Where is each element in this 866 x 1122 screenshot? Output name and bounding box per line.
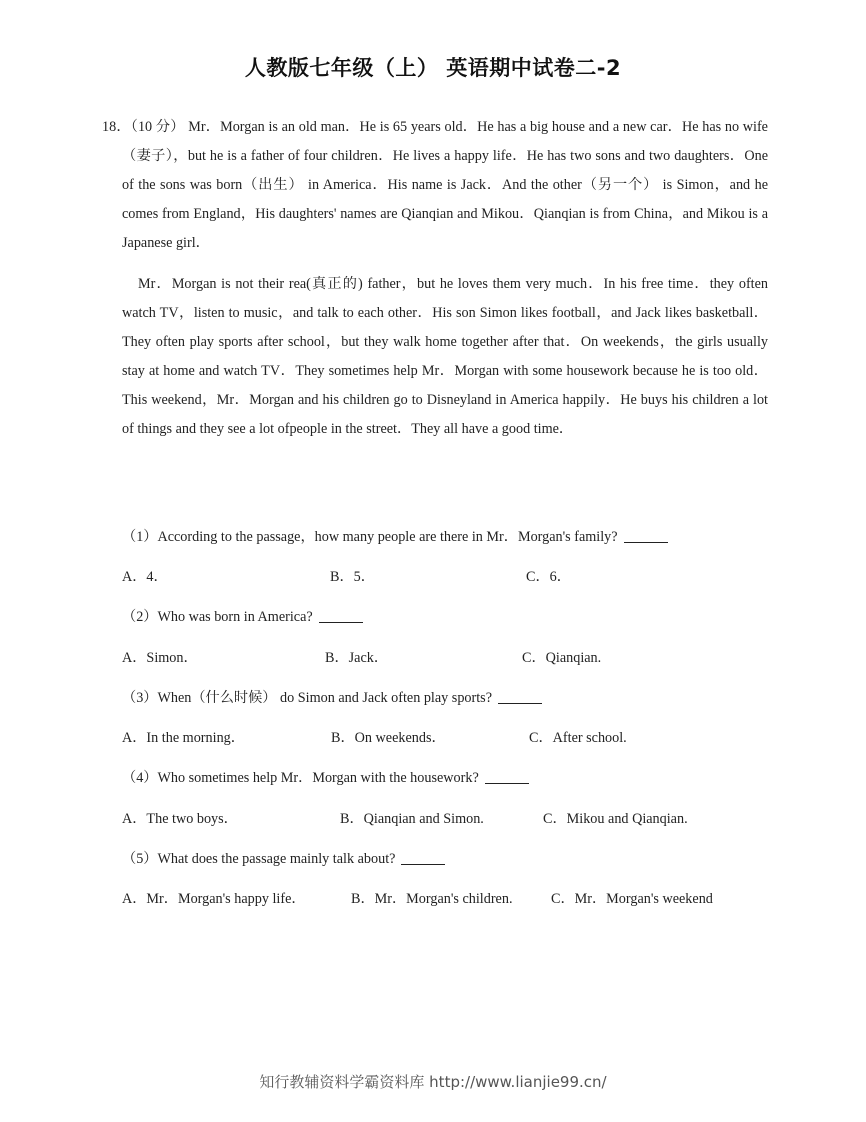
answer-blank-3[interactable] (498, 703, 542, 704)
question-4-stem: （4）Who sometimes help Mr．Morgan with the housework? (122, 770, 479, 786)
question-3 (122, 687, 542, 707)
question-5-stem: （5）What does the passage mainly talk about? (122, 851, 396, 867)
question-2-options (122, 647, 822, 667)
question-1 (122, 526, 668, 546)
option-a[interactable]: A．Simon． (122, 650, 198, 666)
question-number: 18．（10 分） (102, 119, 189, 135)
question-1-options (122, 566, 822, 586)
answer-blank-1[interactable] (624, 542, 668, 543)
option-c[interactable]: C．Qianqian. (522, 650, 602, 666)
passage-paragraph-2: Mr．Morgan is not their rea(真正的) father，but he loves them very much．In his free time．they often watch TV，listen to music，and talk to each other．His son Simon likes football，and Jack likes basketball．They often play sports after school，but they walk home together after that．On weekends，the girls usually stay at home and watch TV．They sometimes help Mr．Morgan with some housework because he is too old．This weekend，Mr．Morgan and his children go to Disneyland in America happily．He buys his children a lot of things and they see a lot ofpeople in the street．They all have a good time． (122, 276, 768, 437)
option-c[interactable]: C．Mikou and Qianqian. (543, 811, 688, 827)
answer-blank-4[interactable] (485, 783, 529, 784)
footer-watermark: 知行教辅资料学霸资料库 http://www.lianjie99.cn/ (259, 1073, 607, 1091)
reading-passage (102, 113, 768, 444)
option-c[interactable]: C．After school. (529, 730, 627, 746)
option-b[interactable]: B．5． (330, 569, 375, 585)
option-a[interactable]: A．Mr．Morgan's happy life． (122, 891, 306, 907)
paragraph-1-text: Mr．Morgan is an old man．He is 65 years old．He has a big house and a new car．He has no wife（妻子），but he is a father of four children．He lives a happy life．He has two sons and two daughters．One of the sons was born（出生） in America．His name is Jack．And the other（另一个） is Simon，and he comes from England，His daughters' names are Qianqian and Mikou．Qianqian is from China，and Mikou is a Japanese girl． (122, 119, 768, 251)
question-2-stem: （2）Who was born in America? (122, 609, 313, 625)
question-5 (122, 848, 445, 868)
option-c[interactable]: C．Mr．Morgan's weekend (551, 891, 713, 907)
question-4 (122, 767, 529, 787)
option-b[interactable]: B．Jack． (325, 650, 389, 666)
page-title: 人教版七年级（上） 英语期中试卷二-2 (244, 56, 622, 80)
question-5-options (122, 888, 822, 908)
question-3-options (122, 727, 822, 747)
question-4-options (122, 808, 822, 828)
option-a[interactable]: A．In the morning． (122, 730, 245, 746)
question-3-stem: （3）When（什么时候） do Simon and Jack often play sports? (122, 690, 493, 706)
passage-paragraph-1 (102, 113, 768, 258)
answer-blank-2[interactable] (319, 622, 363, 623)
option-c[interactable]: C．6． (526, 569, 571, 585)
option-b[interactable]: B．Qianqian and Simon. (340, 811, 484, 827)
question-1-stem: （1）According to the passage，how many people are there in Mr．Morgan's family? (122, 529, 618, 545)
question-2 (122, 606, 363, 626)
option-b[interactable]: B．Mr．Morgan's children. (351, 891, 513, 907)
option-a[interactable]: A．The two boys． (122, 811, 238, 827)
option-b[interactable]: B．On weekends． (331, 730, 446, 746)
option-a[interactable]: A．4． (122, 569, 168, 585)
answer-blank-5[interactable] (401, 864, 445, 865)
